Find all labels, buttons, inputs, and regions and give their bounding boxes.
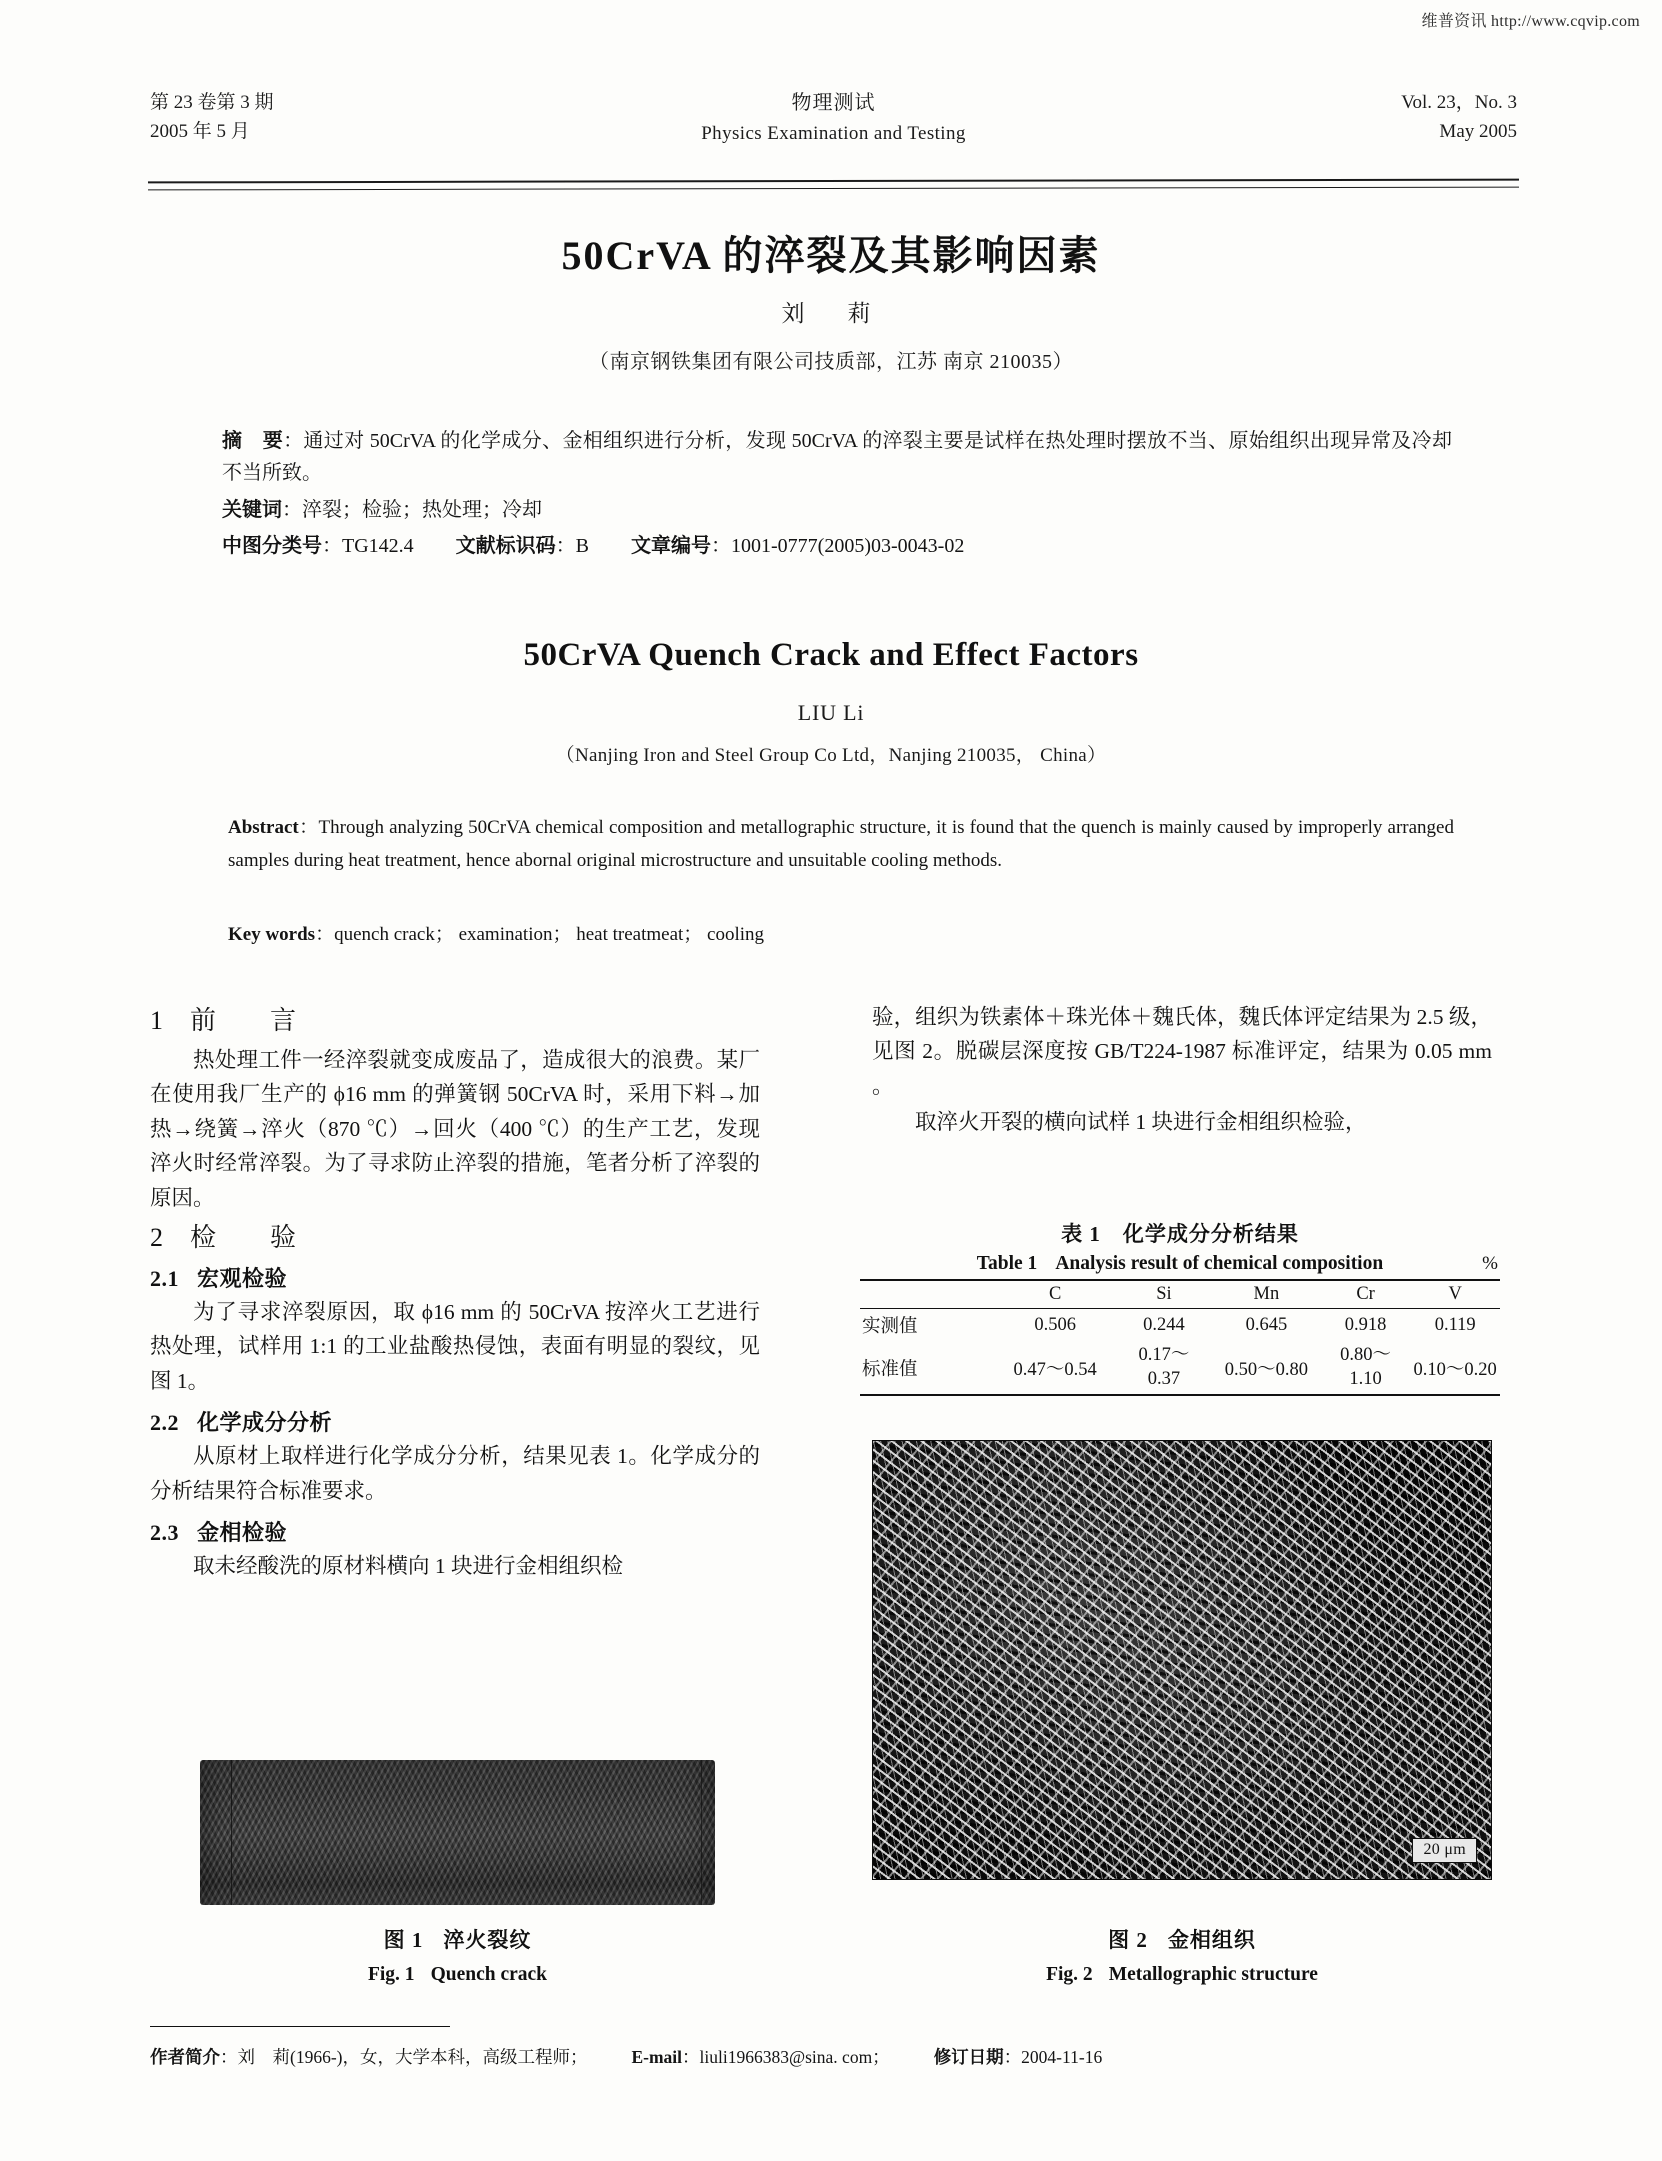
- figure-2-title-cn: 金相组织: [1167, 1928, 1256, 1952]
- cell-standard-si: 0.17～ 0.37: [1138, 1345, 1190, 1389]
- volume-issue: 第 23 卷第 3 期: [150, 92, 274, 113]
- affiliation-cn: （南京钢铁集团有限公司技质部，江苏 南京 210035）: [589, 351, 1073, 373]
- table-1-head: [860, 1280, 1500, 1309]
- email-label: E-mail: [631, 2047, 683, 2067]
- figure-1-image: [200, 1760, 715, 1905]
- watermark-text: 维普资讯 http://www.cqvip.com: [1421, 13, 1640, 30]
- table-1-title-cn: 化学成分分析结果: [1122, 1222, 1299, 1246]
- table-1-unit: %: [1482, 1253, 1498, 1274]
- table-row: [860, 1341, 1500, 1395]
- figure-1-number-en: Fig. 1: [367, 1963, 415, 1985]
- issue-date-cn: 2005 年 5 月: [150, 121, 250, 143]
- figure-1-number-cn: 图 1: [383, 1928, 424, 1952]
- section-2-2-title: 化学成分分析: [197, 1410, 333, 1436]
- figure-2-title-en: Metallographic structure: [1108, 1963, 1318, 1985]
- figure-2-caption-cn: [872, 1925, 1492, 1957]
- figure-1-title-cn: 淬火裂纹: [443, 1928, 532, 1952]
- volume-issue-en: Vol. 23，No. 3: [1401, 92, 1517, 113]
- abstract-en-label: Abstract: [228, 817, 299, 838]
- keywords-en-block: [228, 920, 1454, 950]
- affiliation-en: （Nanjing Iron and Steel Group Co Ltd，Nanjing 210035， China）: [555, 745, 1107, 766]
- doc-code-label: 文献标识码: [455, 535, 556, 558]
- clc-label: 中图分类号: [222, 535, 322, 558]
- table-col-header-si: Si: [1156, 1284, 1172, 1304]
- table-col-header-v: V: [1448, 1284, 1462, 1304]
- doc-code-value: ：B: [555, 535, 590, 558]
- section-1-title: 前 言: [190, 1006, 311, 1035]
- clc-value: ：TG142.4: [322, 535, 414, 558]
- running-head-right: [1401, 88, 1517, 147]
- journal-name-cn: 物理测试: [791, 92, 876, 114]
- table-col-header-cr: Cr: [1356, 1284, 1375, 1304]
- cell-standard-c: 0.47～0.54: [1013, 1359, 1097, 1380]
- abstract-cn-block: [222, 425, 1452, 567]
- section-heading-2-3: [150, 1516, 760, 1547]
- figure-2-caption-en: [872, 1960, 1492, 1989]
- abstract-cn-text: ：通过对 50CrVA 的化学成分、金相组织进行分析，发现 50CrVA 的淬裂主要是试样在热处理时摆放不当、原始组织出现异常及冷却不当所致。: [222, 430, 1453, 485]
- running-head-center: [150, 88, 1517, 148]
- keywords-en-text: ：quench crack； examination； heat treatmeat； cooling: [315, 924, 765, 945]
- section-2-2-number: 2.2: [150, 1410, 179, 1436]
- running-head: [150, 88, 1517, 154]
- keywords-en-label: Key words: [228, 924, 316, 945]
- column-left: [150, 1000, 760, 1585]
- cell-measured-v: 0.119: [1434, 1314, 1476, 1335]
- section-2-3-title: 金相检验: [197, 1519, 288, 1545]
- scale-bar-label: 20 μm: [1412, 1838, 1477, 1863]
- table-header-row: [860, 1280, 1500, 1309]
- abstract-en-block: [228, 812, 1454, 877]
- figure-1-caption-cn: [150, 1925, 765, 1957]
- email-value: ：liuli1966383@sina. com；: [682, 2047, 890, 2067]
- table-1-caption-en: [860, 1253, 1500, 1275]
- cell-standard-v: 0.10～0.20: [1413, 1359, 1497, 1380]
- section-2-3-paragraph: 取未经酸洗的原材料横向 1 块进行金相组织检: [193, 1553, 624, 1578]
- revision-date-value: ：2004-11-16: [1003, 2047, 1103, 2067]
- author-bio-label: 作者简介: [150, 2047, 220, 2067]
- cell-standard-mn: 0.50～0.80: [1224, 1359, 1309, 1380]
- right-column-paragraph-2: 取淬火开裂的横向试样 1 块进行金相组织检验，: [915, 1110, 1367, 1135]
- section-heading-2: [150, 1217, 760, 1254]
- keywords-cn-label: 关键词: [222, 498, 282, 521]
- table-1-number-cn: 表 1: [1061, 1222, 1101, 1246]
- keywords-cn-paragraph: [222, 494, 1452, 526]
- cell-measured-cr: 0.918: [1344, 1314, 1387, 1335]
- footnote: [150, 2044, 1512, 2069]
- table-col-header-c: C: [1049, 1284, 1062, 1304]
- cell-standard-cr: 0.80～ 1.10: [1340, 1345, 1392, 1389]
- section-2-1-paragraph: 为了寻求淬裂原因，取 ϕ16 mm 的 50CrVA 按淬火工艺进行热处理，试样用 1:1 的工业盐酸热侵蚀，表面有明显的裂纹，见图 1。: [150, 1299, 760, 1393]
- author-name-cn: 刘 莉: [781, 301, 881, 326]
- table-col-header-mn: Mn: [1253, 1284, 1280, 1304]
- figure-2-number-en: Fig. 2: [1046, 1963, 1093, 1985]
- figure-2-caption: [872, 1925, 1492, 1989]
- section-2-number: 2: [150, 1222, 164, 1252]
- figure-1-caption-en: [150, 1960, 765, 1989]
- cell-measured-si: 0.244: [1143, 1314, 1185, 1335]
- keywords-cn-text: ：淬裂；检验；热处理；冷却: [282, 498, 542, 521]
- table-1-title-en: Analysis result of chemical composition: [1055, 1253, 1384, 1274]
- right-column-paragraph-1: 验，组织为铁素体＋珠光体＋魏氏体，魏氏体评定结果为 2.5 级，见图 2。脱碳层深度按 GB/T224-1987 标准评定，结果为 0.05 mm 。: [872, 1005, 1492, 1098]
- section-2-2-paragraph: 从原材上取样进行化学成分分析，结果见表 1。化学成分的分析结果符合标准要求。: [150, 1444, 760, 1503]
- author-bio-text: ：刘 莉(1966-)，女，大学本科，高级工程师；: [220, 2047, 588, 2067]
- section-1-number: 1: [150, 1006, 164, 1035]
- table-1-caption-cn: [860, 1218, 1500, 1248]
- clc-segment: [222, 535, 414, 557]
- article-id-value: ：1001-0777(2005)03-0043-02: [711, 535, 965, 558]
- abstract-en-text: ：Through analyzing 50CrVA chemical composition and metallographic structure, it is found that the quench is mainly caused by improperly arranged samples during heat treatment, hence abornal original microstructure and unsuitable cooling methods.: [228, 817, 1454, 871]
- section-2-1-title: 宏观检验: [197, 1265, 288, 1291]
- section-heading-2-2: [150, 1406, 760, 1437]
- table-row-label-measured: 实测值: [862, 1317, 918, 1337]
- table-1-block: [860, 1218, 1500, 1396]
- classification-line: [222, 530, 1452, 562]
- section-heading-2-1: [150, 1262, 760, 1293]
- issue-date-en: May 2005: [1439, 121, 1517, 143]
- author-name-en: LIU Li: [797, 700, 865, 725]
- column-right: [872, 1000, 1492, 1142]
- figure-1-caption: [150, 1925, 765, 1989]
- table-1: [860, 1279, 1500, 1396]
- footer-divider: [150, 2026, 450, 2027]
- table-row-label-standard: 标准值: [862, 1359, 918, 1380]
- section-2-3-number: 2.3: [150, 1519, 179, 1545]
- doc-code-segment: [456, 535, 589, 557]
- abstract-en-paragraph: [228, 812, 1454, 877]
- article-id-segment: [631, 535, 964, 557]
- journal-name-en: Physics Examination and Testing: [701, 123, 966, 144]
- figure-2-image: [872, 1440, 1492, 1880]
- figure-2-number-cn: 图 2: [1108, 1928, 1148, 1952]
- header-divider: [148, 179, 1519, 191]
- section-2-1-number: 2.1: [150, 1265, 179, 1291]
- section-2-title: 检 验: [190, 1222, 311, 1252]
- table-1-body: [860, 1309, 1500, 1396]
- abstract-cn-paragraph: [222, 425, 1452, 490]
- cell-measured-mn: 0.645: [1245, 1314, 1288, 1335]
- abstract-cn-label: 摘 要: [222, 430, 284, 452]
- table-1-number-en: Table 1: [976, 1253, 1038, 1274]
- figure-1-title-en: Quench crack: [430, 1963, 548, 1985]
- page-title-en: 50CrVA Quench Crack and Effect Factors: [523, 637, 1139, 673]
- section-heading-1: [150, 1000, 760, 1037]
- section-1-paragraph: 热处理工件一经淬裂就变成废品了，造成很大的浪费。某厂在使用我厂生产的 ϕ16 mm 的弹簧钢 50CrVA 时，采用下料→加热→绕簧→淬火（870 ℃）→回火（400 ℃）的生产工艺，发现淬火时经常淬裂。为了寻求防止淬裂的措施，笔者分析了淬裂的原因。: [150, 1048, 760, 1210]
- cell-measured-c: 0.506: [1034, 1314, 1076, 1335]
- revision-date-label: 修订日期: [933, 2047, 1004, 2067]
- table-col-header-0: [860, 1280, 994, 1309]
- table-row: [860, 1309, 1500, 1342]
- page-title-cn: 50CrVA 的淬裂及其影响因素: [561, 233, 1101, 278]
- article-id-label: 文章编号: [631, 535, 712, 558]
